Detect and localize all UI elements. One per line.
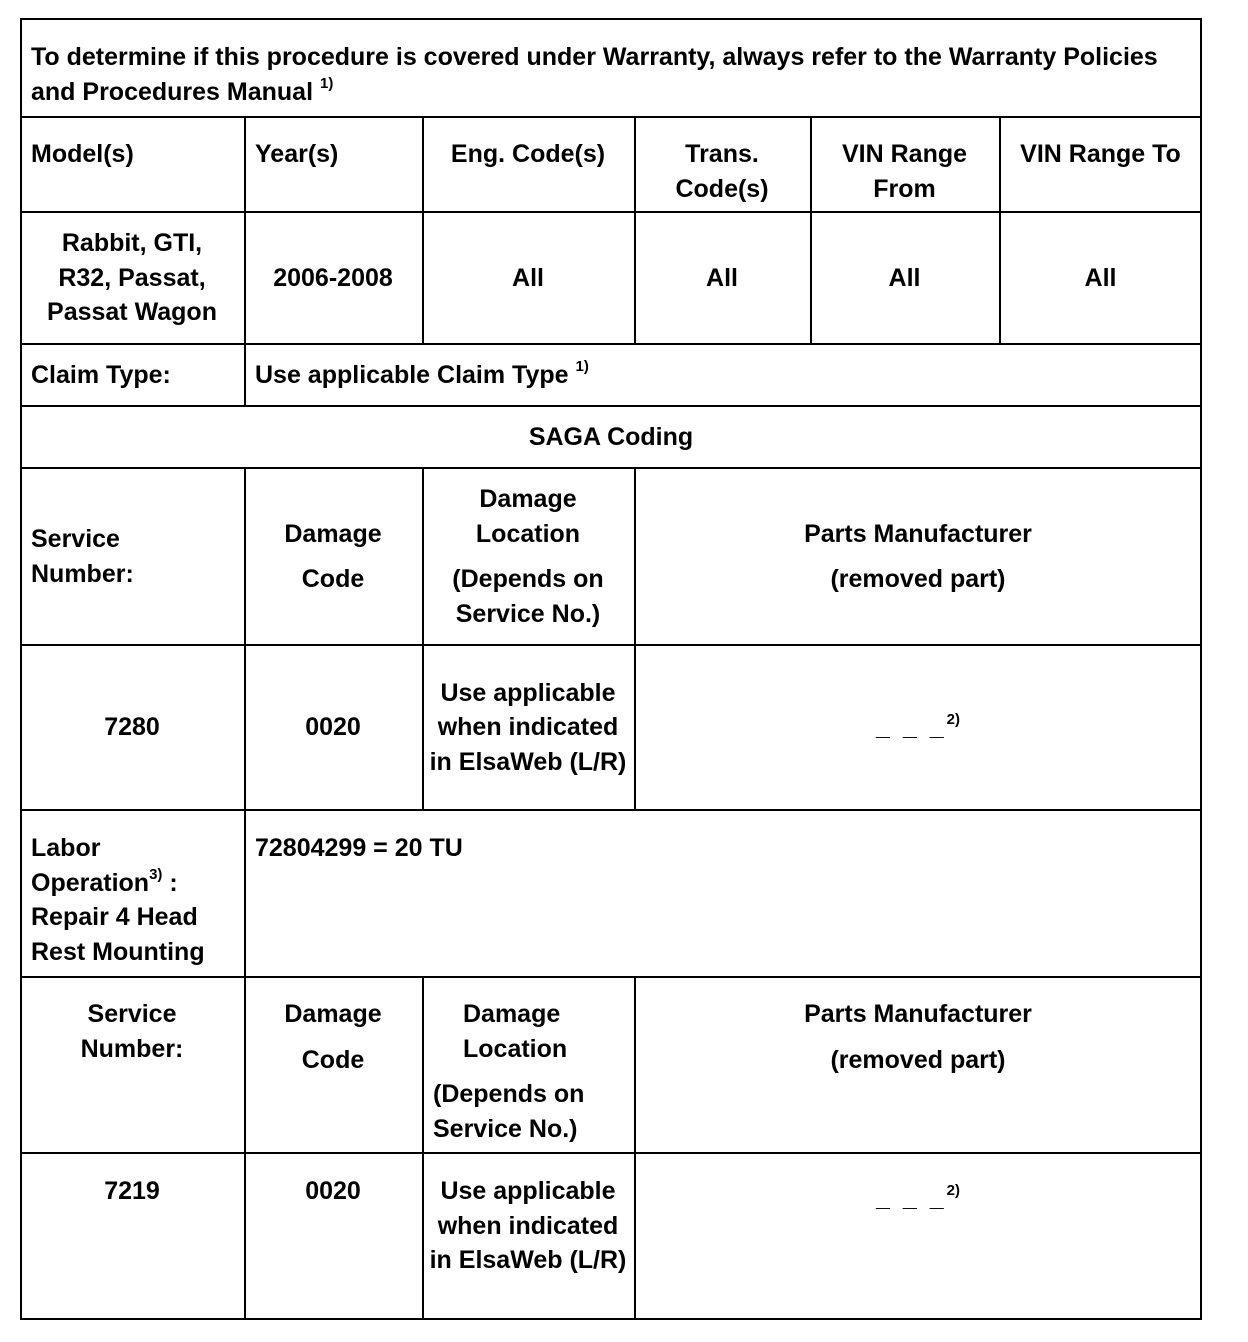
saga-damage-code-1: 0020: [305, 713, 361, 742]
saga-parts-manufacturer-2: _ _ _$^{2)}$: [876, 1181, 960, 1212]
col-header-years: Year(s): [255, 140, 339, 168]
labor-operation-label: Labor Operation$^{3)}$ : Repair 4 Head Rest Mounting: [31, 834, 205, 966]
cell-years: 2006-2008: [273, 263, 393, 292]
saga-damage-location-2: Use applicable when indicated in ElsaWeb (L/R): [429, 1177, 627, 1274]
intro-text-cell: [20, 40, 1202, 109]
intro-text: To determine if this procedure is covered under Warranty, always refer to the Warranty Policies and Procedures Manual: [31, 43, 1158, 106]
cell-eng-codes: All: [512, 263, 544, 292]
cell-models: Rabbit, GTI, R32, Passat, Passat Wagon: [47, 229, 217, 327]
col-header-eng-codes: Eng. Code(s): [450, 140, 606, 168]
footnote-marker: 2): [946, 710, 960, 728]
labor-operation-value: 72804299 = 20 TU: [255, 834, 463, 862]
row-divider: [20, 116, 1202, 118]
saga-header-damage-location: Damage Location (Depends on Service No.): [452, 485, 604, 628]
col-header-vin-to: VIN Range To: [1020, 140, 1181, 168]
col-header-vin-from: VIN Range From: [841, 140, 968, 203]
saga-header-service-number-2: Service Number:: [80, 1000, 184, 1063]
saga-service-number-2: 7219: [104, 1177, 160, 1205]
row-divider: [20, 809, 1202, 811]
claim-type-value: Use applicable Claim Type $^{1)}$: [255, 358, 589, 389]
footnote-marker: 1): [319, 75, 334, 93]
col-header-trans-codes: Trans. Code(s): [675, 140, 769, 203]
claim-type-label: Claim Type:: [31, 360, 171, 389]
cell-vin-from: All: [888, 263, 921, 292]
row-divider: [20, 976, 1202, 978]
saga-damage-code-2: 0020: [305, 1177, 361, 1205]
row-divider: [20, 1152, 1202, 1154]
cell-vin-to: All: [1084, 263, 1117, 292]
saga-header-damage-code: Damage Code: [284, 519, 382, 593]
saga-header-parts-manufacturer: Parts Manufacturer (removed part): [804, 519, 1032, 593]
cell-trans-codes: All: [706, 263, 738, 292]
saga-damage-location-1: Use applicable when indicated in ElsaWeb (L/R): [429, 678, 627, 776]
footnote-marker: 3): [149, 866, 163, 884]
saga-service-number-1: 7280: [104, 713, 160, 742]
col-header-models: Model(s): [31, 140, 134, 168]
saga-header-service-number: Service Number:: [31, 525, 134, 588]
saga-header-damage-code-2: Damage Code: [284, 1000, 382, 1074]
footnote-marker: 1): [575, 358, 589, 376]
saga-header-parts-manufacturer-2: Parts Manufacturer (removed part): [804, 1000, 1032, 1074]
saga-coding-title: SAGA Coding: [528, 422, 694, 451]
saga-header-damage-location-2: Damage Location (Depends on Service No.): [433, 1000, 585, 1143]
footnote-marker: 2): [946, 1181, 960, 1199]
saga-parts-manufacturer-1: _ _ _$^{2)}$: [876, 710, 960, 742]
